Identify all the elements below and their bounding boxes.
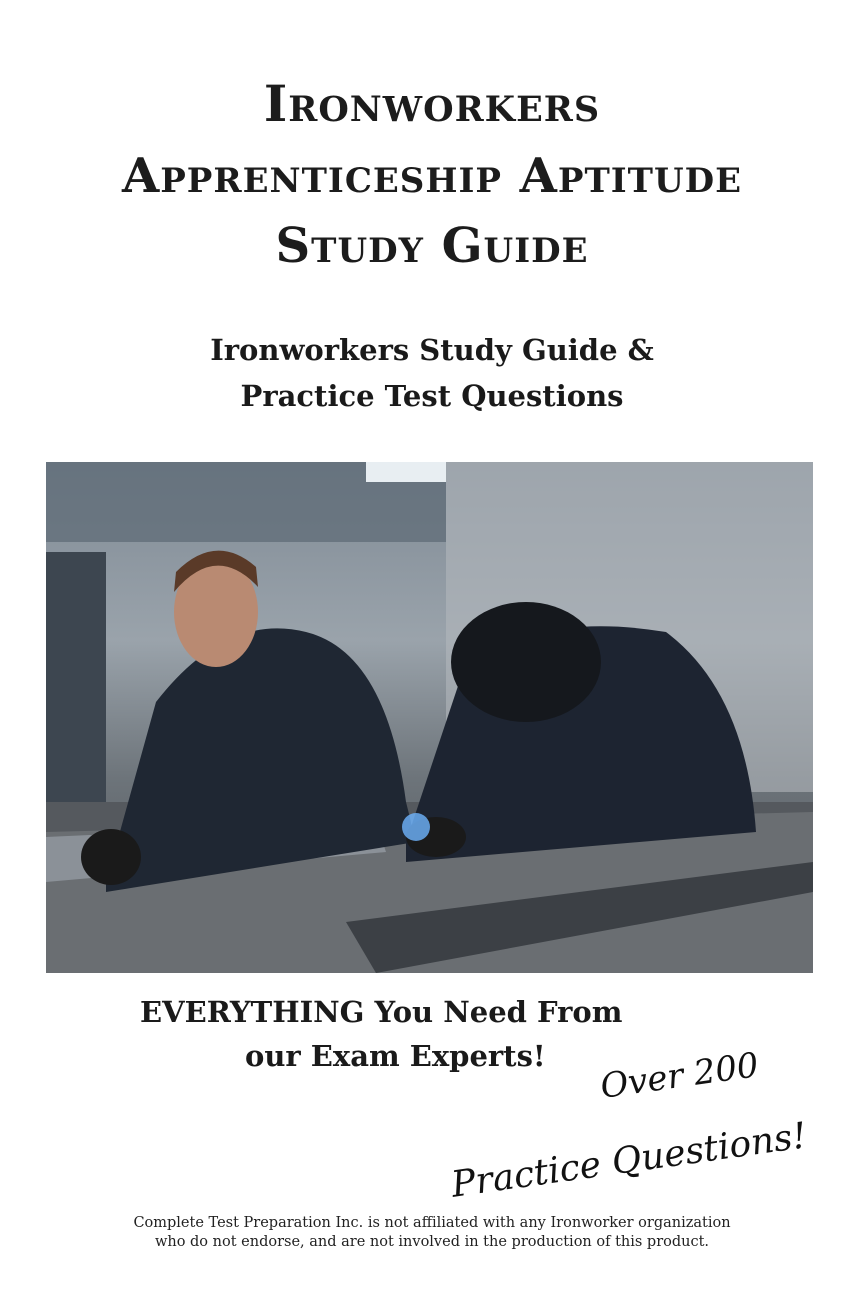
- handwritten-practice-questions: Practice Questions!: [448, 1115, 810, 1206]
- subtitle: [0, 327, 864, 419]
- handwritten-over-200: Over 200: [597, 1045, 762, 1107]
- tagline-line-1: EVERYTHING You Need From: [140, 995, 623, 1029]
- subtitle-line-2: Practice Test Questions: [240, 379, 624, 413]
- title-line-1: Ironworkers: [263, 74, 601, 133]
- welders-illustration: [46, 462, 813, 973]
- title-line-3: Study Guide: [275, 218, 589, 274]
- subtitle-line-1: Ironworkers Study Guide &: [210, 333, 654, 367]
- tagline-line-2: our Exam Experts!: [245, 1039, 546, 1073]
- disclaimer-line-2: who do not endorse, and are not involved in the production of this product.: [154, 1234, 710, 1250]
- disclaimer: [0, 1214, 864, 1252]
- title-line-2: Apprenticeship Aptitude: [121, 148, 743, 204]
- cover-photo-welders: [46, 462, 813, 973]
- disclaimer-line-1: Complete Test Preparation Inc. is not affiliated with any Ironworker organization: [133, 1215, 731, 1231]
